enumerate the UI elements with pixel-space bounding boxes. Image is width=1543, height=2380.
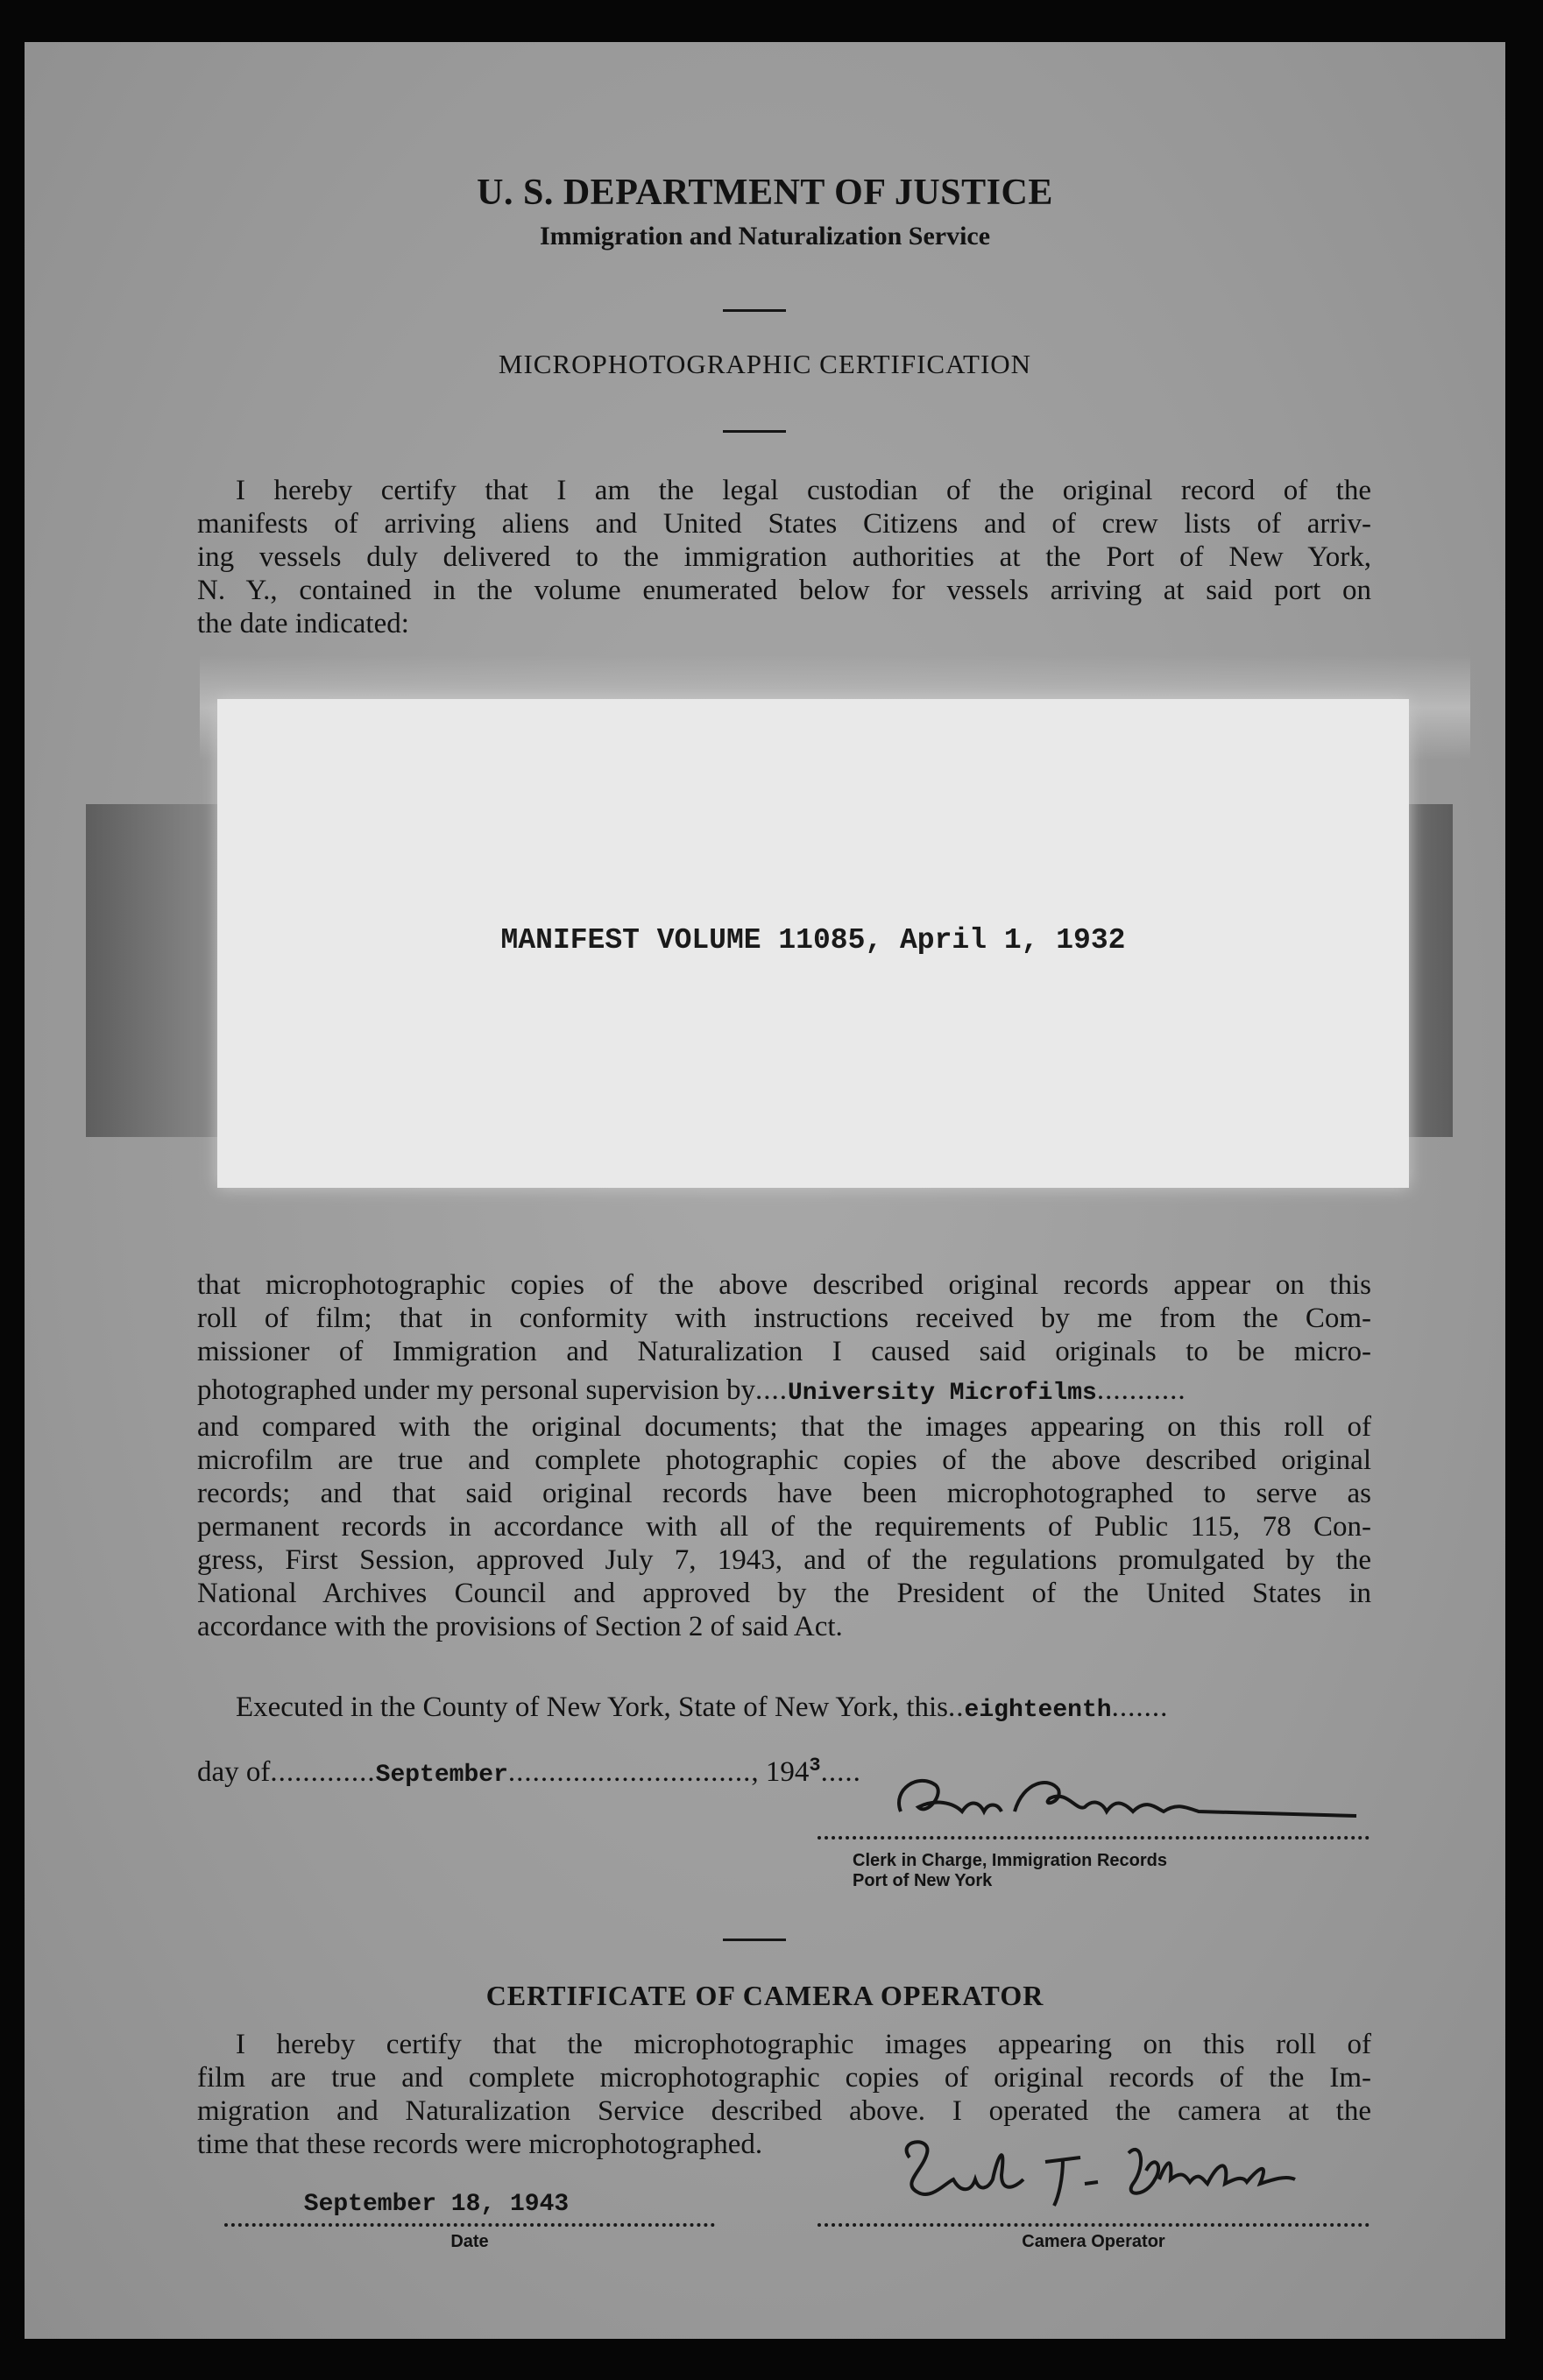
dot-leader: ........... bbox=[1096, 1374, 1186, 1406]
paragraph-line: N. Y., contained in the volume enumerated below for vessels arriving at said port on bbox=[197, 575, 1371, 606]
supervision-value: University Microfilms bbox=[787, 1380, 1097, 1407]
dot-leader: .... bbox=[754, 1374, 788, 1406]
clerk-title-line: Clerk in Charge, Immigration Records bbox=[853, 1851, 1167, 1870]
paragraph-line: permanent records in accordance with all of the requirements of Public 115, 78 Con- bbox=[197, 1511, 1371, 1543]
paragraph-line: records; and that said original records have been microphotographed to serve as bbox=[197, 1478, 1371, 1509]
heading-rule-bottom bbox=[723, 430, 786, 433]
microfilm-paragraph bbox=[197, 1268, 1371, 1643]
dot-leader: ............. bbox=[270, 1756, 376, 1788]
service-subheading: Immigration and Naturalization Service bbox=[539, 222, 991, 251]
year-prefix: , 194 bbox=[751, 1756, 810, 1788]
manifest-card bbox=[217, 699, 1409, 1188]
certificate-page bbox=[25, 42, 1505, 2339]
date-signature-line bbox=[224, 2223, 715, 2227]
paragraph-line: National Archives Council and approved by the President of the United States in bbox=[197, 1578, 1371, 1609]
operator-label: Camera Operator bbox=[1022, 2232, 1165, 2251]
day-of-line bbox=[197, 1755, 861, 1789]
paragraph-line: I hereby certify that the microphotographic images appearing on this roll of bbox=[236, 2029, 1371, 2060]
date-label: Date bbox=[450, 2232, 489, 2251]
dot-leader: .. bbox=[948, 1691, 965, 1723]
execution-month: September bbox=[375, 1762, 508, 1789]
paragraph-line: I hereby certify that I am the legal custodian of the original record of the bbox=[236, 475, 1371, 506]
execution-prefix: Executed in the County of New York, State of New York, this bbox=[236, 1691, 949, 1723]
year-digit: 3 bbox=[809, 1755, 821, 1776]
certification-title: MICROPHOTOGRAPHIC CERTIFICATION bbox=[498, 349, 1032, 379]
dot-leader: ..... bbox=[820, 1756, 861, 1788]
execution-line bbox=[236, 1691, 1168, 1724]
paragraph-line: ing vessels duly delivered to the immigration authorities at the Port of New York, bbox=[197, 541, 1371, 573]
clerk-signature-line bbox=[818, 1836, 1370, 1840]
camera-certificate-title: CERTIFICATE OF CAMERA OPERATOR bbox=[485, 1980, 1044, 2011]
supervision-line bbox=[197, 1374, 1371, 1410]
paragraph-line: and compared with the original documents; that the images appearing on this roll of bbox=[197, 1411, 1371, 1443]
camera-operator-signature bbox=[892, 2131, 1383, 2223]
operator-signature-line bbox=[818, 2223, 1370, 2227]
clerk-title-line: Port of New York bbox=[853, 1871, 993, 1890]
day-of-label: day of bbox=[197, 1756, 271, 1788]
manifest-volume-text: MANIFEST VOLUME 11085, April 1, 1932 bbox=[500, 924, 1126, 957]
paragraph-line: roll of film; that in conformity with instructions received by me from the Com- bbox=[197, 1303, 1371, 1334]
custodian-paragraph bbox=[197, 474, 1371, 640]
paragraph-line: microfilm are true and complete photographic copies of the above described original bbox=[197, 1444, 1371, 1476]
paragraph-line: that microphotographic copies of the above described original records appear on this bbox=[197, 1269, 1371, 1301]
clerk-signature bbox=[883, 1763, 1374, 1833]
heading-rule-top bbox=[723, 309, 786, 312]
paragraph-line: the date indicated: bbox=[197, 608, 409, 639]
section-rule bbox=[723, 1939, 786, 1941]
clerk-title bbox=[853, 1851, 1167, 1891]
execution-day: eighteenth bbox=[964, 1697, 1112, 1724]
paragraph-line: missioner of Immigration and Naturalization I caused said originals to be micro- bbox=[197, 1336, 1371, 1367]
department-heading: U. S. DEPARTMENT OF JUSTICE bbox=[477, 173, 1053, 213]
paragraph-line: migration and Naturalization Service described above. I operated the camera at the bbox=[197, 2095, 1371, 2127]
paragraph-line: time that these records were microphotographed. bbox=[197, 2129, 763, 2160]
dot-leader: ....... bbox=[1111, 1691, 1169, 1723]
dot-leader: .............................. bbox=[507, 1756, 752, 1788]
paragraph-line: gress, First Session, approved July 7, 1943, and of the regulations promulgated by the bbox=[197, 1544, 1371, 1576]
paragraph-line: accordance with the provisions of Section 2 of said Act. bbox=[197, 1611, 843, 1642]
paragraph-line: manifests of arriving aliens and United States Citizens and of crew lists of arriv- bbox=[197, 508, 1371, 540]
camera-date-value: September 18, 1943 bbox=[303, 2191, 570, 2218]
paragraph-line: film are true and complete microphotographic copies of original records of the Im- bbox=[197, 2062, 1371, 2094]
supervision-prefix: photographed under my personal supervision by bbox=[197, 1374, 755, 1406]
